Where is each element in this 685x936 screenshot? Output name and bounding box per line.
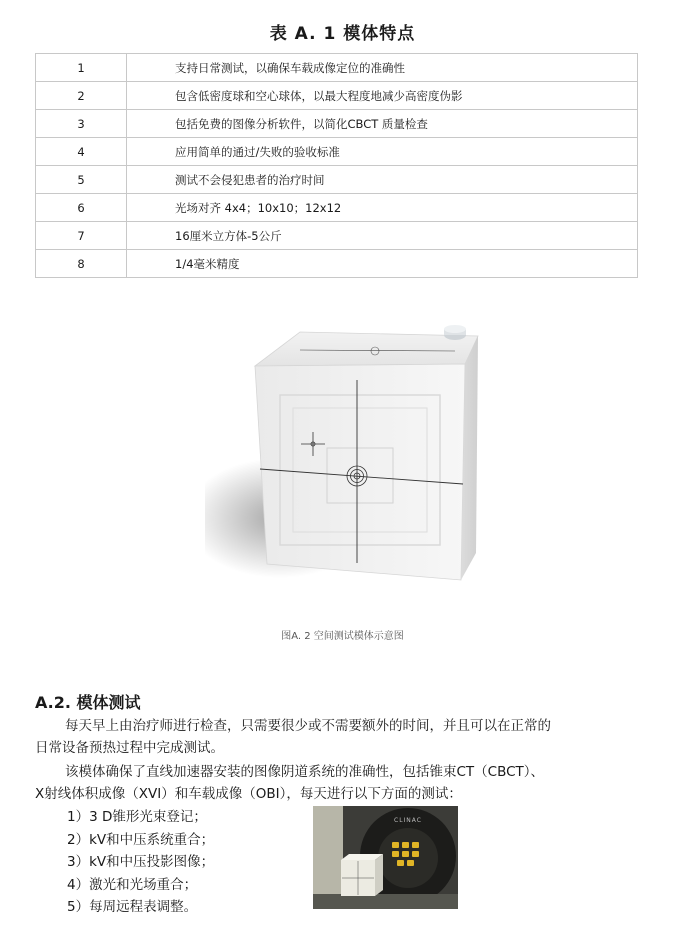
phantom-cube-image xyxy=(205,318,495,603)
table-row xyxy=(36,250,638,278)
row-description: 1/4毫米精度 xyxy=(127,250,638,278)
paragraph-1 xyxy=(35,715,660,759)
linac-photo xyxy=(313,806,458,909)
test-item: 3）kV和中压投影图像； xyxy=(67,854,215,870)
section-heading: A.2. 模体测试 xyxy=(35,693,141,712)
row-number: 8 xyxy=(36,250,127,278)
table-row xyxy=(36,110,638,138)
test-list xyxy=(67,806,214,919)
features-table xyxy=(35,53,638,278)
row-description: 16厘米立方体-5公斤 xyxy=(127,222,638,250)
row-description: 测试不会侵犯患者的治疗时间 xyxy=(127,166,638,194)
table-row xyxy=(36,54,638,82)
test-item: 2）kV和中压系统重合； xyxy=(67,831,215,848)
row-number: 4 xyxy=(36,138,127,166)
test-item: 5）每周远程表调整。 xyxy=(67,899,198,915)
row-description: 包含低密度球和空心球体，以最大程度地减少高密度伪影 xyxy=(127,82,638,110)
paragraph-1-line-2: 日常设备预热过程中完成测试。 xyxy=(35,740,224,756)
table-row xyxy=(36,194,638,222)
table-row xyxy=(36,222,638,250)
row-number: 6 xyxy=(36,194,127,222)
paragraph-2 xyxy=(35,761,660,805)
row-description: 包括免费的图像分析软件，以简化CBCT 质量检查 xyxy=(127,110,638,138)
row-number: 3 xyxy=(36,110,127,138)
table-row xyxy=(36,166,638,194)
paragraph-1-line-1: 每天早上由治疗师进行检查，只需要很少或不需要额外的时间，并且可以在正常的 xyxy=(65,718,551,734)
test-item: 4）激光和光场重合； xyxy=(67,876,198,893)
table-title: 表 A. 1 模体特点 xyxy=(269,24,416,44)
figure-caption: 图A. 2 空间测试模体示意图 xyxy=(281,631,404,642)
row-description: 支持日常测试，以确保车载成像定位的准确性 xyxy=(127,54,638,82)
linac-label: CLINAC xyxy=(394,817,422,824)
row-description: 应用简单的通过/失败的验收标准 xyxy=(127,138,638,166)
table-row xyxy=(36,138,638,166)
paragraph-2-line-2: X射线体积成像（XVI）和车载成像（OBI），每天进行以下方面的测试： xyxy=(35,786,462,802)
row-number: 7 xyxy=(36,222,127,250)
row-number: 1 xyxy=(36,54,127,82)
test-item: 1）3 D锥形光束登记； xyxy=(67,809,207,825)
paragraph-2-line-1: 该模体确保了直线加速器安装的图像阴道系统的准确性，包括锥束CT（CBCT）、 xyxy=(65,764,545,780)
row-number: 5 xyxy=(36,166,127,194)
row-number: 2 xyxy=(36,82,127,110)
table-row xyxy=(36,82,638,110)
row-description: 光场对齐 4x4；10x10；12x12 xyxy=(127,194,638,222)
